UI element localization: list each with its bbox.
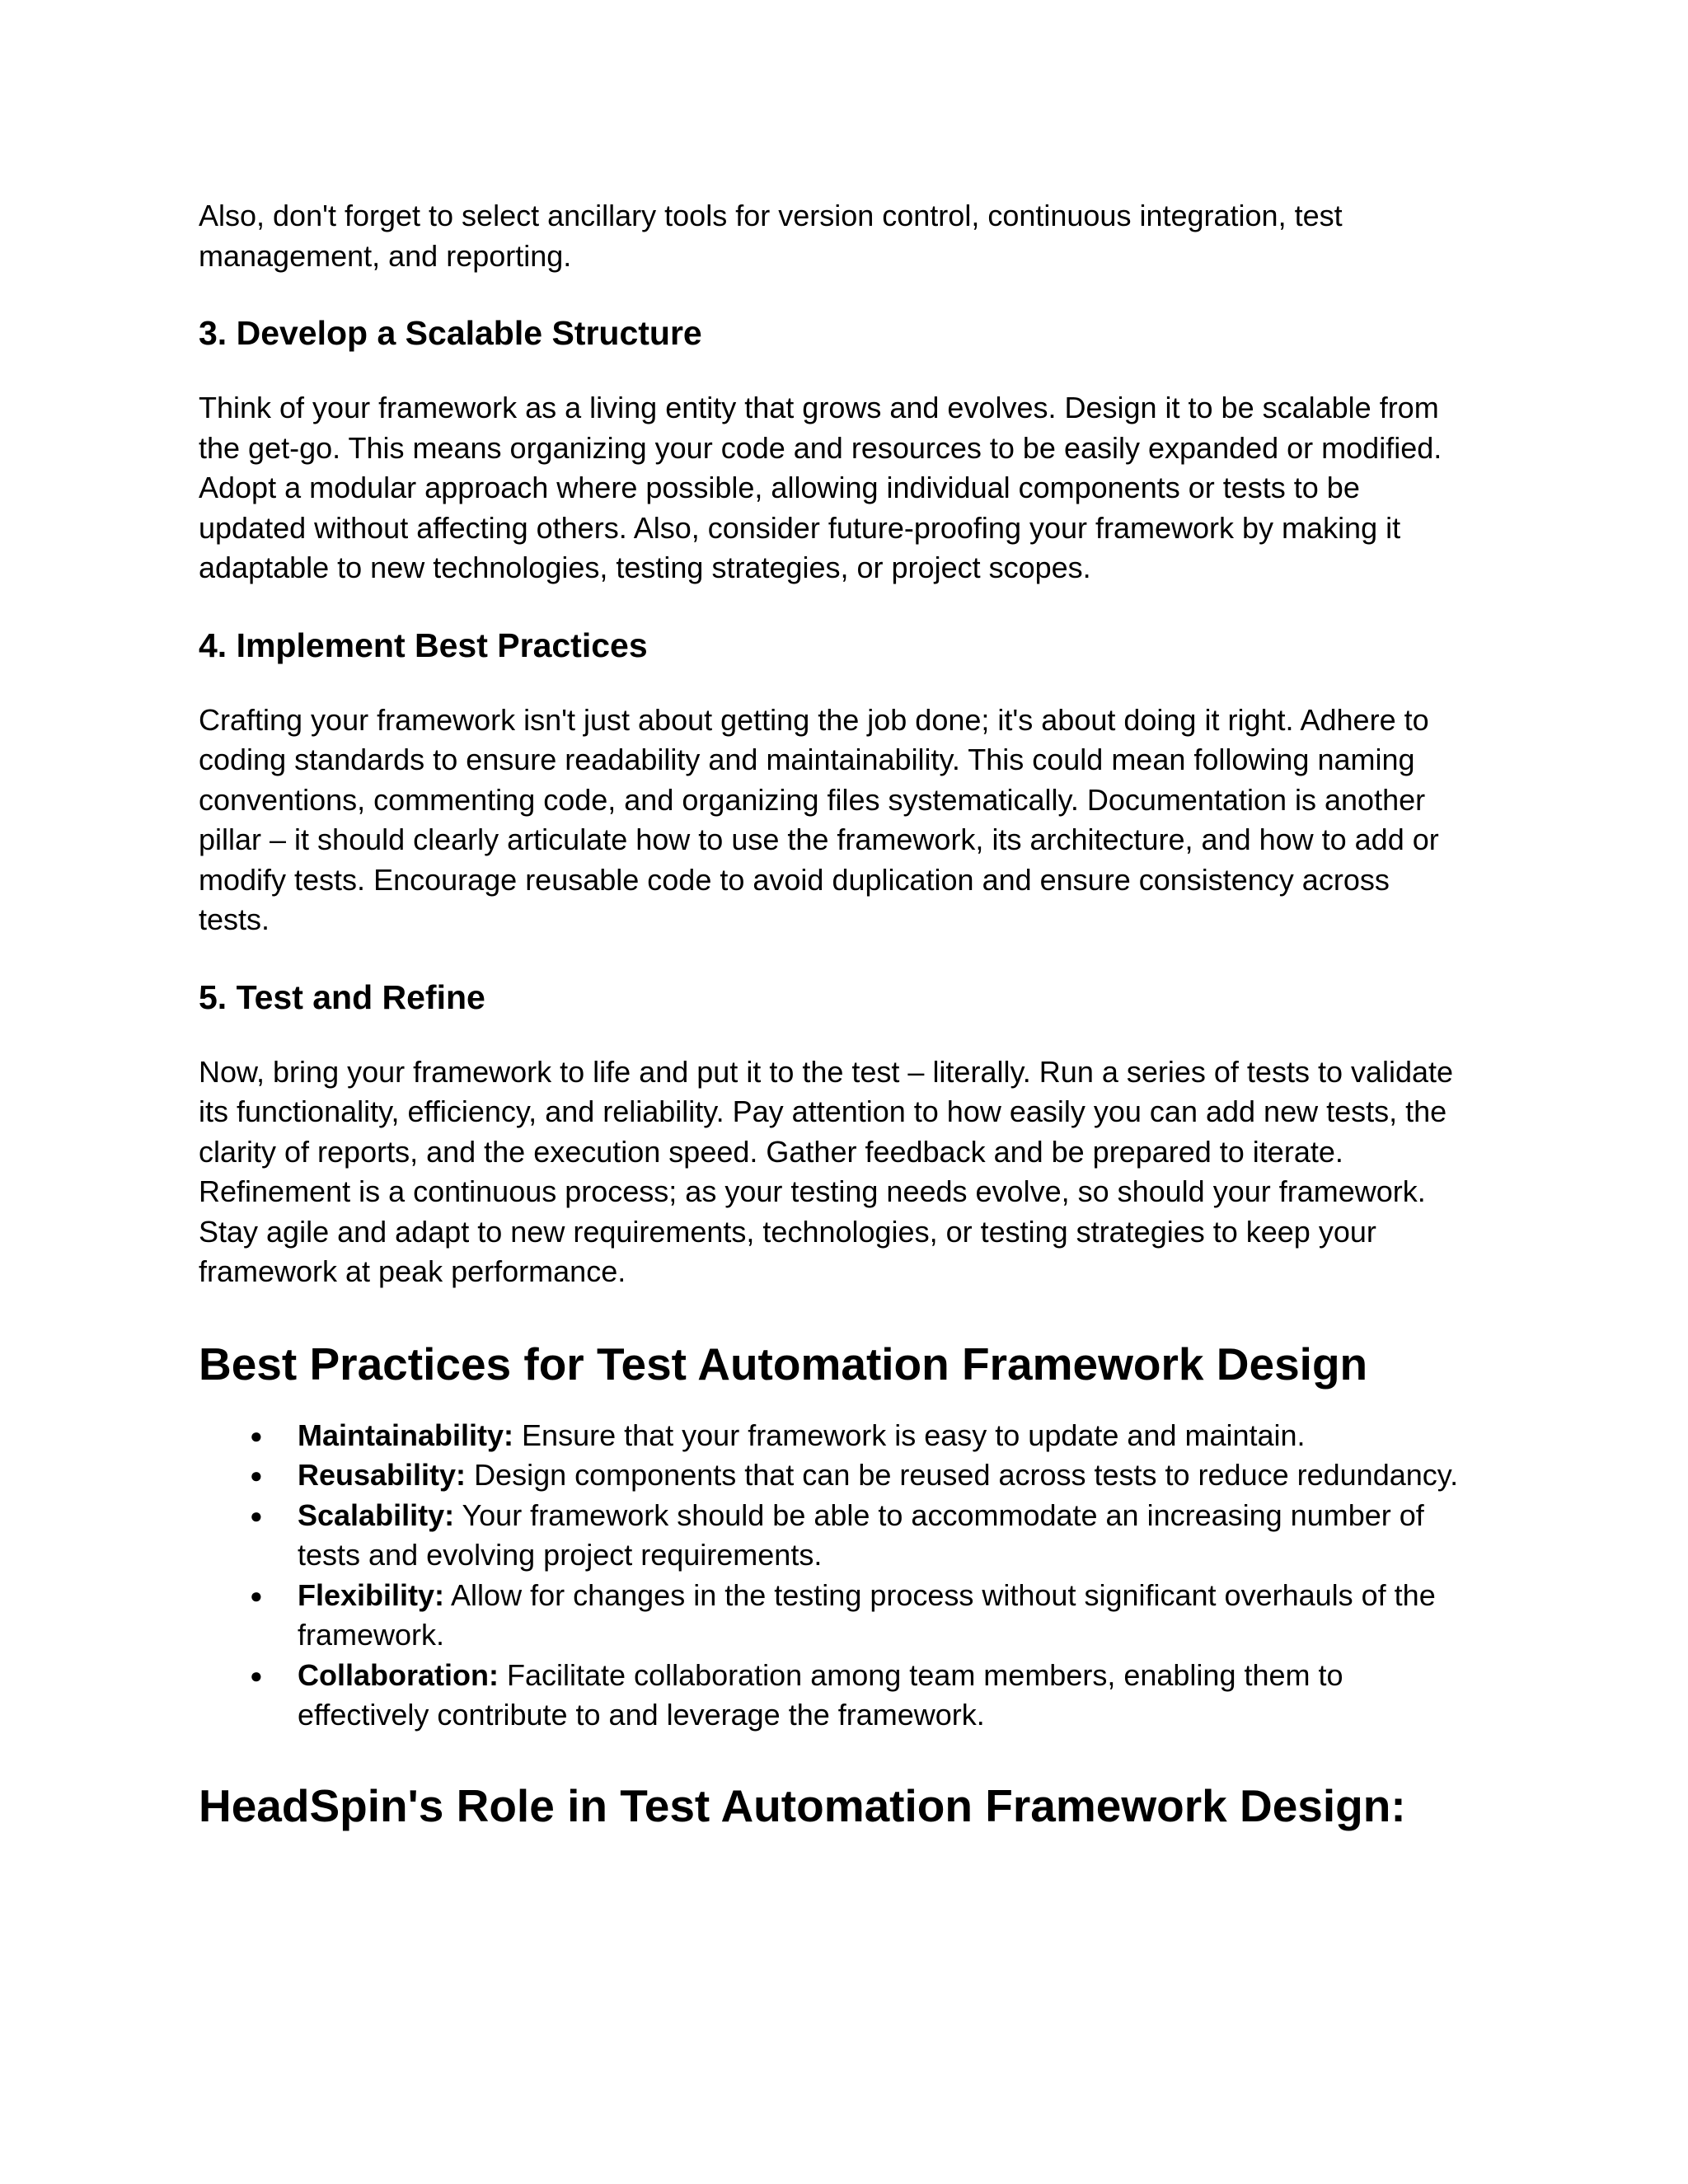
text-line: clarity of reports, and the execution speed. Gather feedback and be prepared to iterate. [199,1134,1343,1169]
document-page [199,196,1517,1833]
best-practices-heading: Best Practices for Test Automation Framework Design [199,1338,1368,1390]
list-item [199,1416,1517,1456]
text-line: Refinement is a continuous process; as your testing needs evolve, so should your framework. [199,1174,1426,1208]
text-line [298,1496,1517,1536]
list-item [199,1455,1517,1496]
text-line: tests. [199,902,270,936]
list-item-text: Allow for changes in the testing process without significant overhauls of the [451,1577,1436,1612]
headspin-heading: HeadSpin's Role in Test Automation Framework Design: [199,1779,1406,1831]
list-item [199,1656,1517,1736]
list-item-continuation: effectively contribute to and leverage the framework. [298,1698,985,1732]
list-item-term: Maintainability: [298,1418,514,1452]
text-line: Crafting your framework isn't just about getting the job done; it's about doing it right. Adhere to [199,702,1429,737]
text-line: management, and reporting. [199,238,572,273]
section-5-heading: 5. Test and Refine [199,977,485,1016]
text-line: Stay agile and adapt to new requirements, technologies, or testing strategies to keep your [199,1214,1376,1249]
text-line: Think of your framework as a living entity that grows and evolves. Design it to be scalable from [199,391,1439,424]
section-3-paragraph [199,388,1517,588]
list-item-term: Flexibility: [298,1577,445,1612]
list-item-term: Scalability: [298,1497,455,1532]
list-item-text: Design components that can be reused across tests to reduce redundancy. [474,1458,1459,1492]
text-line [298,1656,1517,1696]
intro-paragraph [199,196,1517,276]
bullet-icon: ● [250,1422,263,1448]
list-item-continuation: tests and evolving project requirements. [298,1538,823,1572]
section-4-paragraph [199,701,1517,940]
text-line: its functionality, efficiency, and reliability. Pay attention to how easily you can add new tests, the [199,1094,1447,1128]
list-item [199,1576,1517,1656]
list-item [199,1496,1517,1576]
text-line [298,1416,1517,1456]
list-item-text: Your framework should be able to accommodate an increasing number of [462,1497,1424,1532]
list-item-text: Facilitate collaboration among team members, enabling them to [507,1657,1343,1692]
bullet-icon: ● [250,1582,263,1608]
text-line: adaptable to new technologies, testing strategies, or project scopes. [199,551,1091,584]
text-line: Also, don't forget to select ancillary tools for version control, continuous integration, test [199,199,1343,232]
best-practices-list [199,1416,1517,1736]
text-line: coding standards to ensure readability and maintainability. This could mean following naming [199,743,1415,776]
text-line: the get-go. This means organizing your code and resources to be easily expanded or modified. [199,430,1442,465]
text-line: modify tests. Encourage reusable code to avoid duplication and ensure consistency across [199,862,1390,897]
list-item-continuation: framework. [298,1618,445,1652]
section-3-heading: 3. Develop a Scalable Structure [199,314,702,352]
text-line: framework at peak performance. [199,1254,626,1288]
bullet-icon: ● [250,1463,263,1488]
text-line [298,1576,1517,1616]
text-line [298,1455,1517,1496]
bullet-icon: ● [250,1502,263,1528]
text-line: updated without affecting others. Also, consider future-proofing your framework by making it [199,510,1401,545]
list-item-term: Reusability: [298,1458,467,1492]
section-4-heading: 4. Implement Best Practices [199,626,648,664]
text-line: pillar – it should clearly articulate how to use the framework, its architecture, and how to add or [199,823,1439,856]
text-line: Adopt a modular approach where possible, allowing individual components or tests to be [199,471,1360,504]
list-item-text: Ensure that your framework is easy to update and maintain. [522,1418,1306,1452]
bullet-icon: ● [250,1662,263,1688]
list-item-term: Collaboration: [298,1657,499,1692]
section-5-paragraph [199,1052,1517,1292]
text-line: conventions, commenting code, and organizing files systematically. Documentation is another [199,782,1426,817]
text-line: Now, bring your framework to life and put it to the test – literally. Run a series of tests to validate [199,1054,1454,1089]
